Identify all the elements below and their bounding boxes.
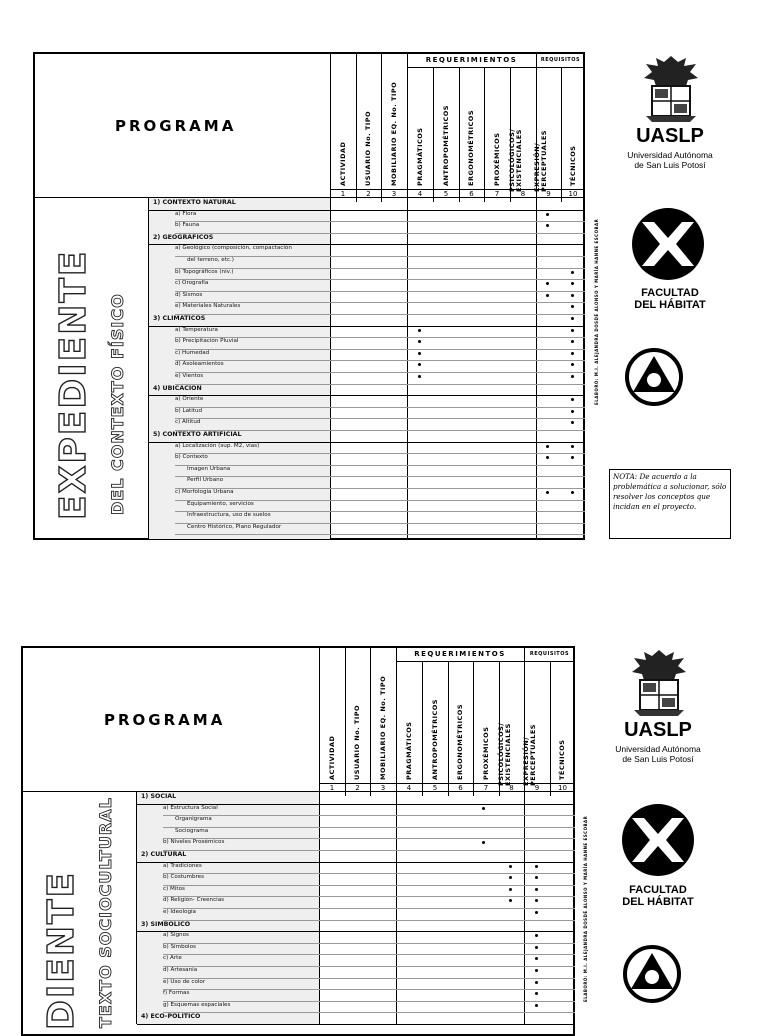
row-label: a) Localización (sup. M2, vías)	[175, 442, 260, 449]
sheet-1-col-proxemicos: PROXÉMICOS	[493, 132, 501, 186]
sheet-1-num: 7	[494, 190, 500, 198]
sheet-1-col-pragmaticos: PRAGMÁTICOS	[416, 127, 424, 186]
row-label: g) Esquemas espaciales	[163, 1001, 231, 1008]
section-heading: 3) SIMBÓLICO	[141, 920, 191, 928]
sheet-1-group-requisitos: REQUISITOS	[540, 57, 581, 63]
section-heading: 4) UBICACIÓN	[153, 384, 202, 392]
mark-dot	[571, 329, 574, 332]
sheet-2-num: 1	[329, 784, 335, 792]
mark-dot	[571, 352, 574, 355]
row-label: c) Humedad	[175, 349, 210, 356]
row-label: b) Contexto	[175, 454, 208, 461]
row-label: a) Estructura Social	[163, 804, 218, 811]
row-label: d) Asoleamientos	[175, 361, 224, 368]
section-heading: 3) CLIMÁTICOS	[153, 315, 206, 322]
row-label: c) Mitos	[163, 885, 185, 892]
row-label: a) Geológico (composición, compactación	[175, 245, 292, 252]
row-divider	[175, 534, 585, 535]
sheet-2-num: 7	[483, 784, 489, 792]
row-label: b) Precipitación Pluvial	[175, 338, 239, 345]
mark-dot	[546, 213, 549, 216]
mark-dot	[546, 294, 549, 297]
mark-dot	[418, 329, 421, 332]
sheet-1-num: 4	[417, 190, 423, 198]
sheet-1-col-ergonometricos: ERGONOMÉTRICOS	[467, 109, 475, 186]
mark-dot	[571, 294, 574, 297]
sheet-2-col-usuario: USUARIO No. TIPO	[353, 704, 361, 780]
mark-dot	[535, 1004, 538, 1007]
row-divider	[137, 1024, 575, 1025]
mark-dot	[571, 445, 574, 448]
mark-dot	[546, 445, 549, 448]
row-label: e) Ideología	[163, 909, 196, 915]
row-label: b) Fauna	[175, 222, 200, 229]
sheet-2-num: 8	[509, 784, 514, 792]
mark-dot	[571, 271, 574, 274]
row-label: b) Latitud	[175, 407, 203, 414]
row-label: c) Orografía	[175, 280, 209, 287]
row-label: Imagen Urbana	[187, 465, 231, 472]
row-label: Perfil Urbano	[187, 477, 224, 484]
sheet-1-num: 1	[340, 190, 346, 198]
sheet-1-note: NOTA: De acuerdo a la problemática a solucionar, sólo resolver los conceptos que incidan en el proyecto.	[609, 469, 731, 539]
uaslp-shield-logo-2	[624, 646, 694, 718]
sheet-1-col-mobiliario: MOBILIARIO EQ. No. TIPO	[390, 81, 398, 186]
mark-dot	[571, 410, 574, 413]
sheet-2-expediente-title: DIENTE	[41, 870, 82, 1030]
sheet-2-col-antropometricos: ANTROPOMÉTRICOS	[431, 699, 439, 780]
facultad-line2: DEL HÁBITAT	[634, 299, 706, 311]
sheet-1-num: 6	[469, 190, 474, 198]
sheet-2-num: 5	[432, 784, 438, 792]
row-label: Centro Histórico, Plano Regulador	[187, 523, 282, 530]
sheet-2-num: 6	[458, 784, 463, 792]
sheet-1-col-tecnicos: TÉCNICOS	[569, 145, 577, 186]
row-label: b) Símbolos	[163, 943, 196, 950]
row-label: e) Uso de color	[163, 978, 206, 985]
facultad-2-line2: DEL HÁBITAT	[622, 896, 694, 908]
mark-dot	[535, 911, 538, 914]
mark-dot	[535, 946, 538, 949]
sheet-1-num: 5	[443, 190, 449, 198]
facultad-line1: FACULTAD	[641, 287, 699, 299]
sheet-2-col-tecnicos: TÉCNICOS	[558, 739, 566, 780]
row-label: a) Signos	[163, 932, 189, 939]
sheet-2-num: 9	[534, 784, 540, 792]
sheet-2-col-proxemicos: PROXÉMICOS	[482, 726, 490, 780]
sheet-2-num: 4	[406, 784, 412, 792]
sheet-2-num: 2	[355, 784, 360, 792]
sheet-2-num: 10	[558, 784, 567, 792]
sheet-1-col-usuario: USUARIO No. TIPO	[364, 110, 372, 186]
sheet-2-col-pragmaticos: PRAGMÁTICOS	[405, 721, 413, 780]
row-label: f) Formas	[163, 990, 190, 997]
section-heading: 4) ECO-POLÍTICO	[141, 1013, 201, 1021]
sheet-2-col-ergonometricos: ERGONOMÉTRICOS	[456, 703, 464, 780]
section-heading: 1) SOCIAL	[141, 793, 177, 800]
sheet-1-expediente-subtitle: DEL CONTEXTO FÍSICO	[108, 293, 127, 515]
facultad-habitat-logo-2	[618, 800, 698, 880]
row-label: d) Artesanía	[163, 967, 198, 973]
sheet-2-col-mobiliario: MOBILIARIO EQ. No. TIPO	[379, 675, 387, 780]
sheet-1-col-expresion: EXPRESIÓN/ PERCEPTUALES	[533, 130, 548, 192]
row-label: a) Temperatura	[175, 326, 218, 333]
row-label: Equipamiento, servicios	[187, 500, 254, 507]
sheet-1-col-antropometricos: ANTROPOMÉTRICOS	[442, 105, 450, 186]
sheet-1-col-psicologicos: PSICOLÓGICOS/ EXISTENCIALES	[508, 128, 523, 192]
row-label: b) Niveles Proxémicos	[163, 839, 225, 846]
sheet-1-num: 2	[366, 190, 371, 198]
sheet-2-group-requerimientos: REQUERIMIENTOS	[414, 650, 506, 658]
sheet-2-title: PROGRAMA	[104, 711, 226, 729]
section-heading: 1) CONTEXTO NATURAL	[153, 199, 236, 206]
sheet-2-col-actividad: ACTIVIDAD	[328, 735, 336, 780]
sheet-1-col-actividad: ACTIVIDAD	[339, 141, 347, 186]
uaslp-name-2: UASLP	[624, 719, 692, 741]
row-label: c) Morfología Urbana	[175, 489, 234, 495]
sheet-1-num: 10	[568, 190, 578, 198]
triangle-circle-logo	[624, 347, 684, 407]
mark-dot	[571, 375, 574, 378]
uaslp-name: UASLP	[636, 125, 704, 147]
sheet-2-credit: ELABORÓ: M.I. ALEJANDRA DOSDÉ ALONSO Y MARÍA HANNE ESCOBAR	[583, 815, 588, 1002]
sheet-1-num: 3	[391, 190, 397, 198]
mark-dot	[509, 888, 512, 891]
mark-dot	[535, 981, 538, 984]
sheet-2-col-expresion: EXPRESIÓN/ PERCEPTUALES	[522, 724, 537, 786]
uaslp-subtitle-line2: de San Luis Potosí	[634, 160, 706, 170]
row-label: a) Flora	[175, 210, 197, 217]
row-label: c) Arte	[163, 955, 182, 962]
mark-dot	[535, 969, 538, 972]
sheet-1-num: 8	[520, 190, 526, 198]
mark-dot	[418, 375, 421, 378]
uaslp-subtitle-line1: Universidad Autónoma	[627, 150, 713, 160]
row-label: Organigrama	[175, 816, 212, 823]
row-label: a) Tradiciones	[163, 862, 202, 869]
facultad-habitat-logo	[628, 204, 708, 284]
uaslp-subtitle-2-line1: Universidad Autónoma	[615, 744, 701, 754]
sheet-2-group-requisitos: REQUISITOS	[529, 651, 570, 657]
section-heading: 2) CULTURAL	[141, 851, 187, 858]
row-label: e) Materiales Naturales	[175, 303, 241, 310]
mark-dot	[535, 865, 538, 868]
sheet-1-credit: ELABORÓ: M.I. ALEJANDRA DOSDÉ ALONSO Y MARÍA HANNE ESCOBAR	[594, 218, 599, 405]
facultad-2-line1: FACULTAD	[629, 884, 687, 896]
mark-dot	[571, 491, 574, 494]
mark-dot	[418, 352, 421, 355]
section-heading: 2) GEOGRÁFICOS	[153, 233, 214, 241]
row-label: c) Altitud	[175, 419, 201, 426]
uaslp-subtitle-2-line2: de San Luis Potosí	[622, 754, 694, 764]
sheet-1-expediente-title: EXPEDIENTE	[53, 249, 94, 520]
row-label: del terreno, etc.)	[187, 257, 234, 263]
row-label: e) Vientos	[175, 373, 204, 379]
mark-dot	[571, 317, 574, 320]
row-label: Sociograma	[175, 827, 209, 834]
sheet-2-expediente-subtitle: TEXTO SOCIOCULTURAL	[96, 797, 115, 1028]
sheet-1-num: 9	[546, 190, 551, 198]
section-heading: 5) CONTEXTO ARTIFICIAL	[153, 431, 242, 438]
mark-dot	[546, 491, 549, 494]
row-label: Infraestructura, uso de suelos	[187, 512, 271, 519]
sheet-2-num: 3	[380, 784, 386, 792]
row-label: d) Religión- Creencias	[163, 897, 225, 904]
mark-dot	[535, 888, 538, 891]
mark-dot	[482, 807, 485, 810]
triangle-circle-logo-2	[622, 944, 682, 1004]
mark-dot	[509, 865, 512, 868]
sheet-1-title: PROGRAMA	[115, 117, 237, 135]
row-label: a) Oriente	[175, 396, 204, 403]
sheet-1-group-requerimientos: REQUERIMIENTOS	[425, 56, 518, 64]
row-label: b) Costumbres	[163, 874, 205, 881]
row-label: d) Sismos	[175, 291, 203, 298]
row-label: b) Topográficos (niv.)	[175, 268, 234, 275]
uaslp-shield-logo	[636, 52, 706, 124]
sheet-2-col-psicologicos: PSICOLÓGICOS/ EXISTENCIALES	[497, 722, 512, 786]
